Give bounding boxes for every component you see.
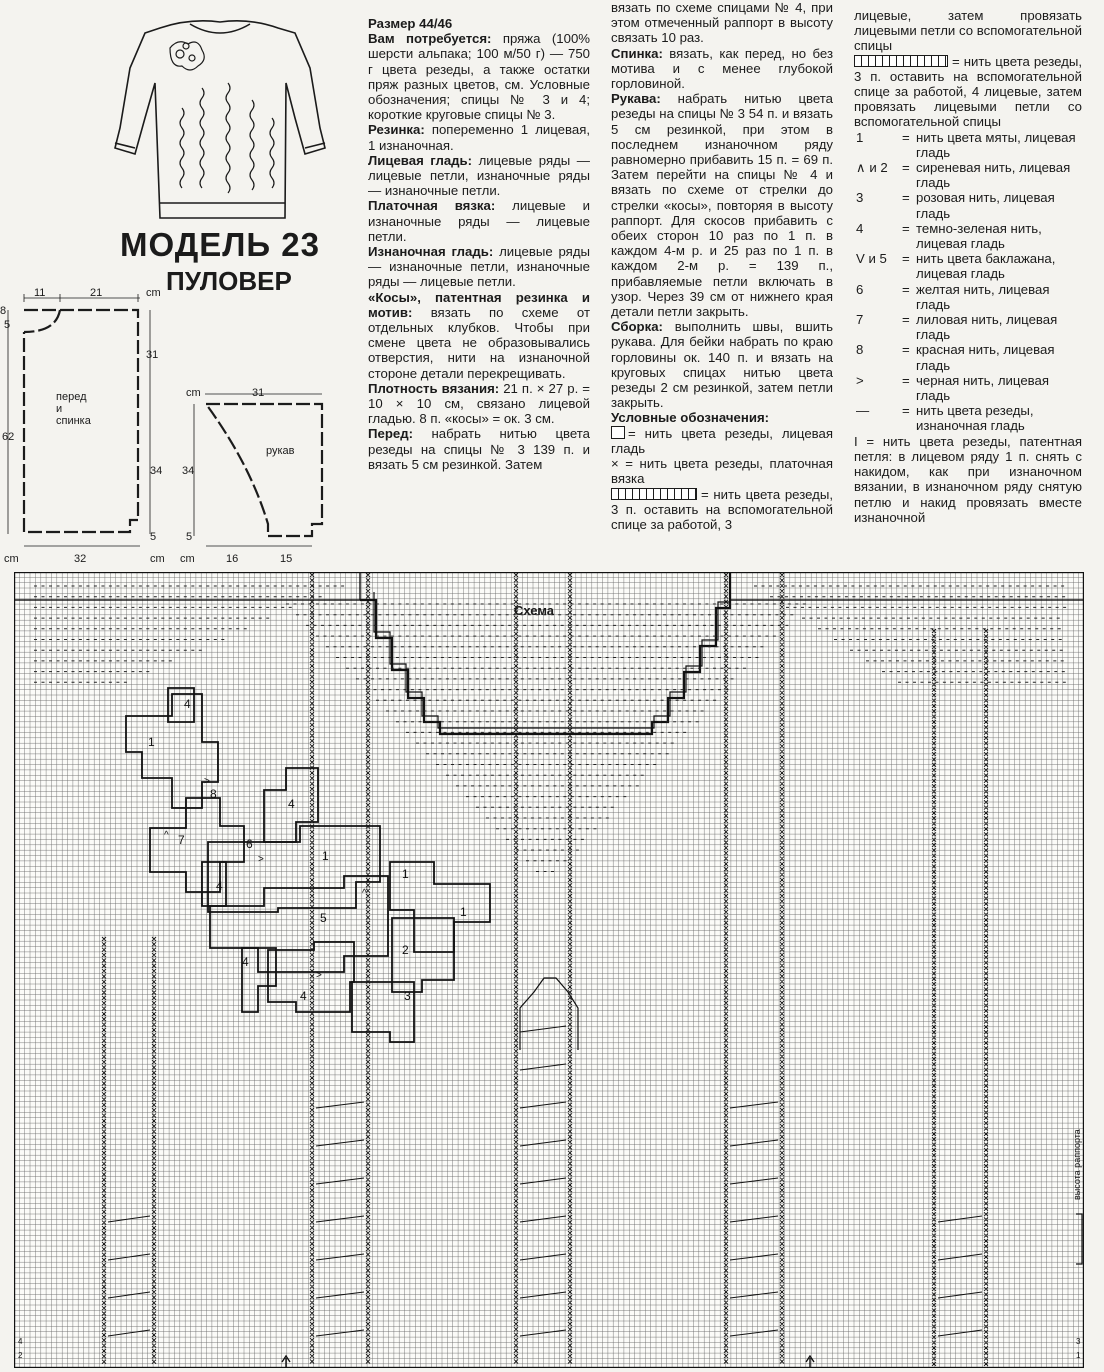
dim-sleeve-bottom-right: 15 [280, 553, 293, 565]
motif-symbol: > [316, 970, 322, 981]
cable-hatch-icon [611, 488, 697, 500]
legend-equals: = [902, 342, 910, 358]
col2-paragraph [611, 91, 833, 319]
dim-front-height-upper: 31 [146, 349, 159, 361]
pattern-pieces-diagram [0, 284, 360, 572]
legend-entry [854, 282, 1082, 312]
sweater-illustration [100, 8, 330, 226]
legend-entry [854, 434, 1082, 525]
motif-number: 4 [300, 989, 307, 1003]
legend-symbol: 7 [856, 312, 864, 328]
col2-heading: Условные обозначения: [611, 410, 770, 426]
motif-number: 5 [320, 911, 327, 925]
dim-front-side-a: 8 [0, 305, 7, 317]
motif-symbol: ^ [164, 830, 169, 841]
col1-heading: Платочная вязка: [368, 198, 496, 214]
legend-text: = нить цвета резеды, 3 п. оставить на вспомогательной спице за работой, 3 [611, 486, 833, 532]
legend-text: желтая нить, лицевая гладь [916, 281, 1050, 312]
legend-entry [854, 342, 1082, 372]
chart-grid [14, 572, 1084, 1368]
front-piece-label-3: спинка [56, 415, 91, 427]
dim-front-width: 32 [74, 553, 87, 565]
legend-entry [854, 160, 1082, 190]
col1-heading: Перед: [368, 426, 413, 442]
motif-symbol: > [258, 854, 264, 865]
legend-equals: = [902, 129, 910, 145]
col1-paragraph [368, 244, 590, 290]
legend-equals: = [902, 220, 910, 236]
col1-heading: Изнаночная гладь: [368, 244, 494, 260]
legend-entry [611, 456, 833, 486]
col1-text: лицевые ряды — лицевые петли, изнаночные ряды — изнаночные петли. [368, 152, 590, 199]
col1-text: набрать нитью цвета резеды на спицы № 3 139 п. и вязать 5 см резинкой. Затем [368, 426, 590, 472]
col2-paragraph [611, 46, 833, 92]
instructions-column-1 [368, 16, 590, 472]
legend-equals: = [902, 160, 910, 176]
col1-paragraph [368, 426, 590, 472]
legend-text: черная нить, лицевая гладь [916, 372, 1049, 404]
motif-number: 8 [210, 787, 217, 801]
sleeve-piece [206, 404, 322, 536]
dim-sleeve-hem: 5 [186, 531, 193, 543]
model-subtitle: ПУЛОВЕР [166, 266, 292, 296]
legend-symbol: — [856, 403, 870, 419]
edge-row-mark: 3 [1076, 1337, 1081, 1346]
chart-title: Схема [514, 603, 555, 618]
legend-entry [611, 487, 833, 533]
motif-number: 3 [404, 989, 411, 1003]
col3-intro: лицевые, затем провязать лицевыми петли со вспомогательной спицы [854, 8, 1082, 54]
legend-symbol: I = [854, 433, 883, 449]
stockinette-square-icon [611, 426, 625, 439]
edge-row-mark: 2 [18, 1351, 23, 1360]
legend-text: = нить цвета резеды, платочная вязка [611, 456, 833, 487]
cable-hatch-icon [854, 55, 948, 67]
legend-text: нить цвета резеды, изнаночная гладь [916, 403, 1034, 434]
motif-symbol: ^ [362, 888, 367, 899]
col1-text: лицевые и изнаночные ряды — лицевые петли. [368, 198, 590, 244]
col2-text: вязать по схеме спицами № 4, при этом отмеченный раппорт в высоту связать 10 раз. [611, 0, 833, 46]
legend-symbol: 3 [856, 190, 864, 206]
col1-heading: Резинка: [368, 122, 425, 138]
legend-equals: = [902, 251, 910, 267]
col2-paragraph [611, 0, 833, 46]
legend-symbol: × [611, 456, 626, 472]
legend-entry [611, 426, 833, 456]
dim-front-hem: 5 [150, 531, 157, 543]
legend-symbol: 6 [856, 281, 864, 297]
motif-symbol: > [204, 776, 210, 787]
legend-text: красная нить, лицевая гладь [916, 342, 1055, 373]
legend-symbol: > [856, 372, 864, 388]
col1-paragraph [368, 122, 590, 152]
col1-heading: Вам потребуется: [368, 31, 492, 47]
edge-row-mark: 1 [1076, 1351, 1081, 1360]
col2-heading: Спинка: [611, 45, 663, 61]
dim-front-height-lower: 34 [150, 465, 163, 477]
legend-text: лиловая нить, лицевая гладь [916, 312, 1058, 343]
sleeve-piece-label: рукав [266, 445, 295, 457]
dim-front-top-right: 21 [90, 287, 103, 299]
dim-front-unit: cm [146, 287, 161, 299]
legend-text: темно-зеленая нить, лицевая гладь [916, 220, 1042, 252]
motif-number: 7 [178, 833, 185, 847]
legend-entry [854, 251, 1082, 281]
col2-heading: Сборка: [611, 319, 663, 335]
col2-heading: Рукава: [611, 91, 661, 107]
col1-paragraph [368, 381, 590, 427]
front-piece-label-1: перед [56, 391, 87, 403]
instructions-column-2 [611, 0, 833, 532]
col2-text: выполнить швы, вшить рукава. Для бейки набрать по краю горловины ок. 140 п. и вязать на круговых спицах нитью цвета резеды 2 см резинкой, затем петли закрыть. [611, 319, 833, 411]
motif-number: 4 [242, 955, 249, 969]
col1-paragraph [368, 290, 590, 381]
dim-sleeve-height: 34 [182, 465, 195, 477]
col1-heading: «Косы», патентная резинка и мотив: [368, 289, 590, 320]
col1-text: лицевые ряды — изнаночные петли, изнаночные ряды — лицевые петли. [368, 244, 590, 290]
legend-entry [854, 403, 1082, 433]
motif-number: 4 [288, 797, 295, 811]
col1-heading: Плотность вязания: [368, 380, 500, 396]
motif-number: 1 [402, 867, 409, 881]
legend-text: сиреневая нить, лицевая гладь [916, 160, 1071, 191]
legend-text: розовая нить, лицевая гладь [916, 190, 1055, 221]
knitting-chart [14, 572, 1084, 1368]
dim-front-side-b: 5 [4, 319, 11, 331]
col1-paragraph [368, 198, 590, 244]
col1-heading: Лицевая гладь: [368, 152, 473, 168]
legend-entry [854, 373, 1082, 403]
col1-paragraph [368, 16, 590, 31]
dim-sleeve-bottom-left: 16 [226, 553, 239, 565]
motif-number: 1 [322, 849, 329, 863]
col1-heading: Размер 44/46 [368, 16, 453, 31]
motif-number: 2 [402, 943, 409, 957]
dim-sleeve-top: 31 [252, 387, 265, 399]
col1-text: пряжа (100% шерсти альпака; 100 м/50 г) — 750 г цвета резеды, а также остатки пряж разных цветов, см. Условные обозначения; спицы № 3 и 4; короткие круговые спицы № 3. [368, 31, 590, 123]
legend-entry [854, 312, 1082, 342]
dim-front-top-left: 11 [34, 287, 46, 299]
legend-equals: = [902, 312, 910, 328]
dim-sleeve-unit-bottom-2: cm [180, 553, 195, 565]
instructions-column-3 [854, 8, 1082, 525]
motif-number: 1 [460, 905, 467, 919]
legend-symbol: ∧ и 2 [856, 160, 888, 176]
legend-symbol: 8 [856, 342, 864, 358]
dim-sleeve-unit-bottom: cm [150, 553, 165, 565]
legend-equals: = [902, 372, 910, 388]
col2-paragraph [611, 319, 833, 410]
front-piece-label-2: и [56, 403, 63, 415]
legend-text: нить цвета резеды, патентная петля: в лицевом ряду 1 п. снять с накидом, как при изнаночном вязании, в изнаночном ряду снятую петлю и накид провязать вместе изнаночной [854, 433, 1082, 525]
col2-text: вязать, как перед, но без мотива и с менее глубокой горловиной. [611, 45, 833, 92]
motif-number: 4 [184, 697, 191, 711]
legend-symbol: 1 [856, 129, 864, 145]
dim-front-unit-bottom: cm [4, 553, 19, 565]
col2-text: набрать нитью цвета резеды на спицы № 3 54 п. и вязать 5 см резинкой, при этом в последнем изнаночном ряду равномерно прибавить 15 п. = 69 п. Затем перейти на спицы № 4 и вязать по схеме от стрелки до стрелки «косы», повторяя в высоту раппорт. Для скосов прибавить с обеих сторон 10 раз по 1 п. в каждом 4-м р. и 25 раз по 1 п. в каждом 2-м р. = 139 п., прибавляемые петли включать в узор. Через 39 см от нижнего края детали петли закрыть. [611, 91, 833, 320]
legend-entry [854, 54, 1082, 130]
legend-text: = нить цвета резеды, 3 п. оставить на вспомогательной спице за работой, 4 лицевые, затем провязать лицевыми петли со вспомогательной спицы [854, 53, 1082, 130]
motif-number: 4 [216, 879, 223, 893]
legend-entry [854, 130, 1082, 160]
col1-paragraph [368, 153, 590, 199]
dim-front-height-total: 62 [2, 431, 15, 443]
legend-equals: = [902, 403, 910, 419]
legend-equals: = [902, 281, 910, 297]
motif-number: 1 [148, 735, 155, 749]
legend-text: нить цвета мяты, лицевая гладь [916, 129, 1076, 160]
legend-text: = нить цвета резеды, лицевая гладь [611, 425, 833, 456]
col1-text: попеременно 1 лицевая, 1 изнаночная. [368, 122, 590, 153]
col1-paragraph [368, 31, 590, 122]
legend-symbol: V и 5 [856, 251, 887, 267]
legend-entry [854, 190, 1082, 220]
legend-entry [854, 221, 1082, 251]
col2-paragraph [611, 410, 833, 425]
model-title: МОДЕЛЬ 23 [120, 226, 320, 263]
legend-symbol: 4 [856, 220, 864, 236]
dim-sleeve-unit: cm [186, 387, 201, 399]
legend-text: нить цвета баклажана, лицевая гладь [916, 251, 1056, 282]
edge-row-mark: 4 [18, 1337, 23, 1346]
motif-number: 6 [246, 837, 253, 851]
col1-text: вязать по схеме от отдельных клубков. Чтобы при смене цвета не образовывались отверстия, нити на изнаночной стороне детали перекрещивать. [368, 304, 590, 381]
legend-equals: = [902, 190, 910, 206]
repeat-height-label: высота раппорта [1072, 1129, 1082, 1200]
col1-text: 21 п. × 27 р. = 10 × 10 см, связано лицевой гладью. 8 п. «косы» = ок. 3 см. [368, 380, 591, 427]
